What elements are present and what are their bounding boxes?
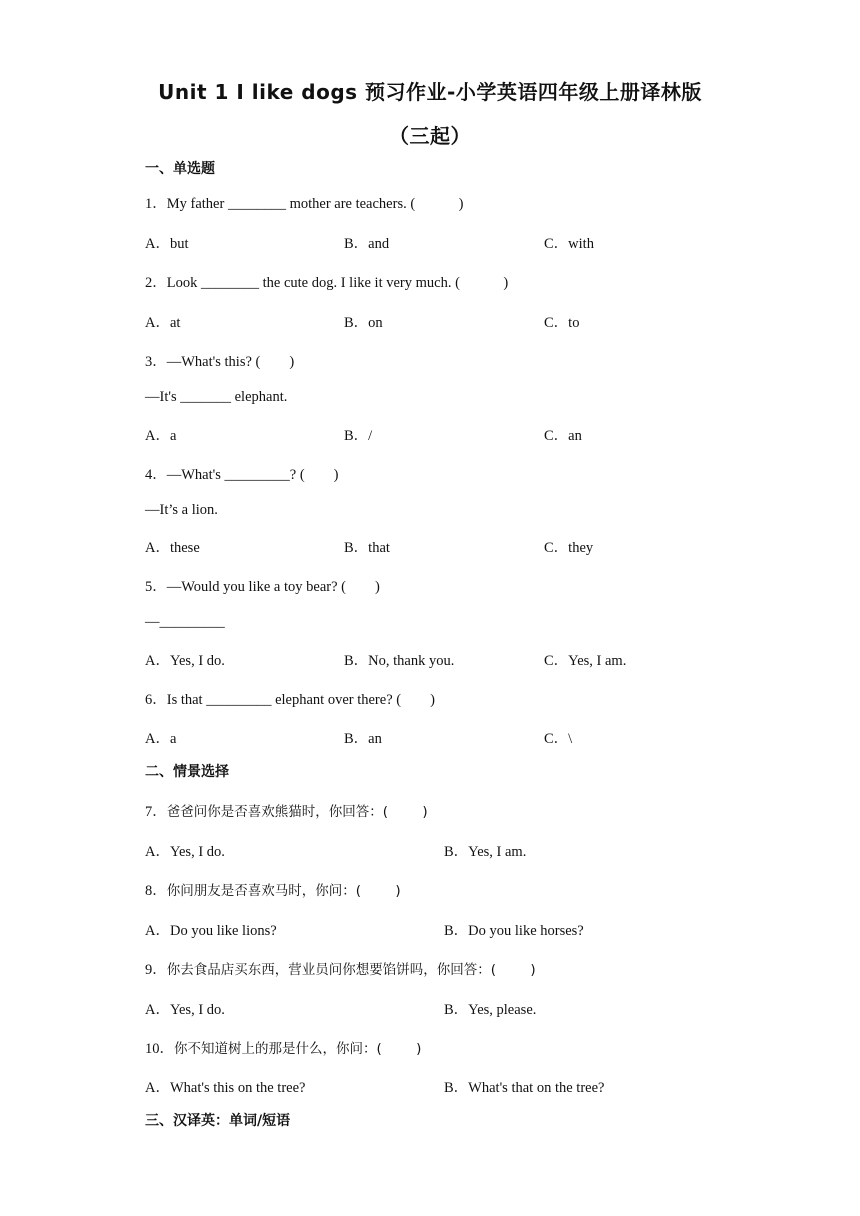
option-b: B．Yes, I am. — [444, 844, 527, 860]
option-b: B．Yes, please. — [444, 1002, 537, 1018]
option-c: C．an — [544, 428, 582, 444]
question-number: 9． — [145, 962, 167, 978]
question-number: 10． — [145, 1041, 174, 1057]
section-heading-translation: 三、汉译英：单词/短语 — [145, 1113, 291, 1129]
option-a: A．but — [145, 236, 189, 252]
option-b: B．Do you like horses? — [444, 923, 584, 939]
question-response-line: —It's _______ elephant. — [145, 389, 288, 405]
question-stem: 你去食品店买东西，营业员问你想要馅饼吗，你回答：( ) — [166, 962, 536, 978]
question-stem-line — [145, 879, 401, 900]
question-stem: 爸爸问你是否喜欢熊猫时，你回答：( ) — [166, 804, 428, 820]
title-line-2: （三起） — [389, 124, 471, 148]
option-b: B．that — [344, 540, 390, 556]
option-a: A．Yes, I do. — [145, 1002, 225, 1018]
question-number: 8． — [145, 883, 167, 899]
question-stem-line — [145, 800, 428, 821]
option-b: B．/ — [344, 428, 373, 444]
question-stem: 4．—What's _________? ( ) — [145, 467, 339, 483]
question-stem: 2．Look ________ the cute dog. I like it very much. ( ) — [145, 275, 509, 291]
option-b: B．an — [344, 731, 382, 747]
option-b: B．on — [344, 315, 383, 331]
option-a: A．Do you like lions? — [145, 923, 277, 939]
option-a: A．What's this on the tree? — [145, 1080, 306, 1096]
option-a: A．these — [145, 540, 200, 556]
question-stem: 3．—What's this? ( ) — [145, 354, 295, 370]
question-stem: 6．Is that _________ elephant over there? ( ) — [145, 692, 435, 708]
option-c: C．Yes, I am. — [544, 653, 627, 669]
option-a: A．a — [145, 731, 177, 747]
question-stem: 你问朋友是否喜欢马时，你问：( ) — [166, 883, 401, 899]
option-a: A．Yes, I do. — [145, 844, 225, 860]
option-c: C．\ — [544, 731, 573, 747]
option-a: A．at — [145, 315, 181, 331]
question-stem: 你不知道树上的那是什么，你问：( ) — [174, 1041, 422, 1057]
option-a: A．a — [145, 428, 177, 444]
section-heading-situational-choice: 二、情景选择 — [145, 764, 229, 780]
option-a: A．Yes, I do. — [145, 653, 225, 669]
question-response-line: —It’s a lion. — [145, 502, 218, 518]
question-stem-line — [145, 1037, 421, 1058]
title-line-1: Unit 1 I like dogs 预习作业-小学英语四年级上册译林版 — [158, 80, 702, 104]
question-stem-line — [145, 958, 536, 979]
option-c: C．with — [544, 236, 594, 252]
option-b: B．No, thank you. — [344, 653, 455, 669]
question-response-line: —_________ — [145, 614, 225, 630]
section-heading-single-choice: 一、单选题 — [145, 161, 215, 177]
option-c: C．they — [544, 540, 594, 556]
question-stem: 1．My father ________ mother are teachers. ( ) — [145, 196, 464, 212]
question-stem: 5．—Would you like a toy bear? ( ) — [145, 579, 380, 595]
option-b: B．and — [344, 236, 390, 252]
option-b: B．What's that on the tree? — [444, 1080, 605, 1096]
option-c: C．to — [544, 315, 580, 331]
question-number: 7． — [145, 804, 167, 820]
